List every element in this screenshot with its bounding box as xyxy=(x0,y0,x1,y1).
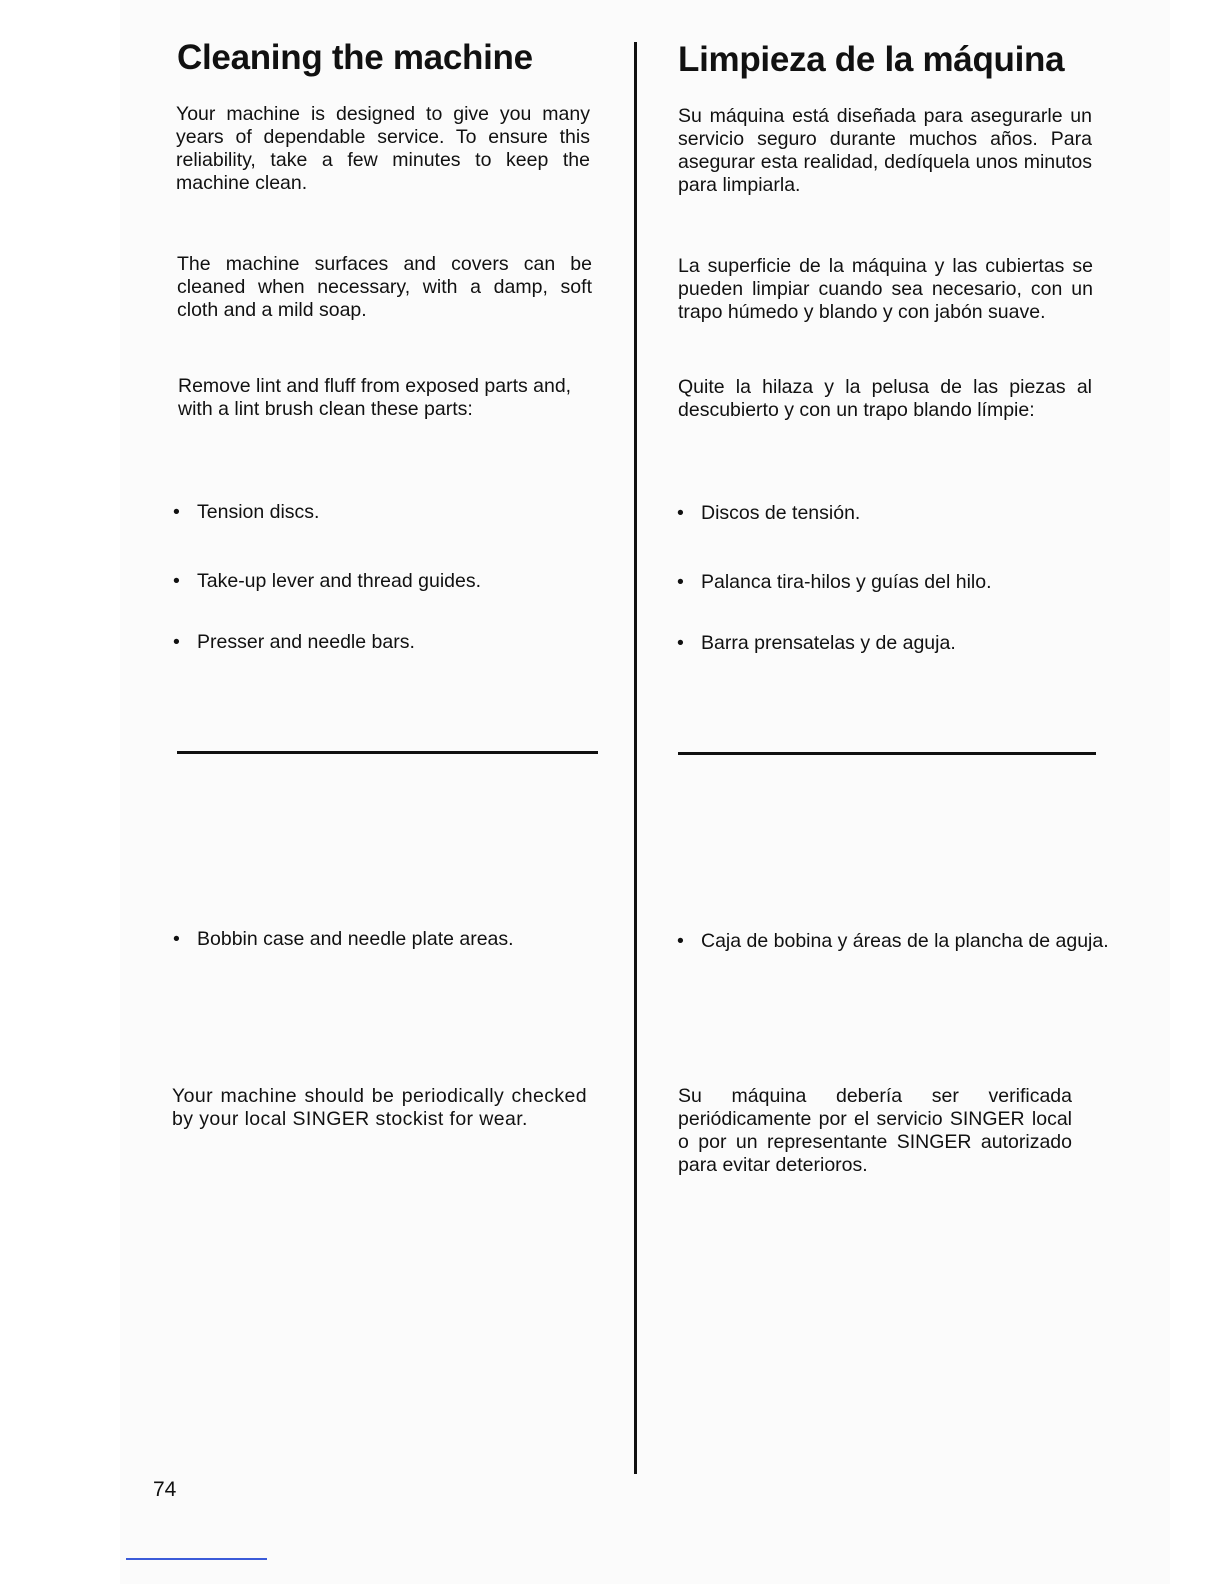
spanish-check-paragraph: Su máquina debería ser verificada periódicamente por el servicio SINGER local o por un representante SINGER autorizado para evitar deterioros. xyxy=(678,1085,1072,1176)
spanish-intro-paragraph: Su máquina está diseñada para asegurarle un servicio seguro durante muchos años. Para asegurar esta realidad, dedíquela unos minutos para limpiarla. xyxy=(678,105,1092,196)
column-divider xyxy=(634,42,637,1474)
english-surfaces-paragraph: The machine surfaces and covers can be cleaned when necessary, with a damp, soft cloth and a mild soap. xyxy=(177,253,592,321)
spanish-bullet-text: Discos de tensión. xyxy=(701,502,861,524)
spanish-bullet-item xyxy=(677,571,1121,594)
spanish-section-rule xyxy=(678,752,1096,755)
spanish-bullet-text: Caja de bobina y áreas de la plancha de aguja. xyxy=(701,930,1109,952)
bullet-dot: • xyxy=(677,571,684,593)
spanish-bobbin-bullet xyxy=(677,930,1121,953)
bullet-dot: • xyxy=(173,501,180,523)
english-bullet-item xyxy=(173,570,617,593)
spanish-surfaces-paragraph: La superficie de la máquina y las cubiertas se pueden limpiar cuando sea necesario, con un trapo húmedo y blando y con jabón suave. xyxy=(678,255,1093,323)
spanish-bullet-text: Barra prensatelas y de aguja. xyxy=(701,632,956,654)
english-bullet-item xyxy=(173,631,617,654)
spanish-bullet-text: Palanca tira-hilos y guías del hilo. xyxy=(701,571,992,593)
english-bullet-text: Presser and needle bars. xyxy=(197,631,415,653)
spanish-bullet-item xyxy=(677,632,1121,655)
english-remove-paragraph: Remove lint and fluff from exposed parts and, with a lint brush clean these parts: xyxy=(178,375,572,420)
english-bullet-text: Tension discs. xyxy=(197,501,320,523)
bullet-dot: • xyxy=(173,631,180,653)
spanish-title: Limpieza de la máquina xyxy=(678,40,1065,79)
bullet-dot: • xyxy=(173,928,180,950)
bullet-dot: • xyxy=(677,930,684,952)
english-intro-paragraph: Your machine is designed to give you many years of dependable service. To ensure this reliability, take a few minutes to keep the machine clean. xyxy=(176,103,590,194)
english-bullet-text: Bobbin case and needle plate areas. xyxy=(197,928,514,950)
english-bullet-item xyxy=(173,501,617,524)
english-bobbin-bullet xyxy=(173,928,617,951)
page-background xyxy=(120,0,1170,1584)
bullet-dot: • xyxy=(677,632,684,654)
english-bullet-text: Take-up lever and thread guides. xyxy=(197,570,482,592)
bullet-dot: • xyxy=(173,570,180,592)
english-check-paragraph: Your machine should be periodically checked by your local SINGER stockist for wear. xyxy=(172,1085,587,1130)
spanish-remove-paragraph: Quite la hilaza y la pelusa de las piezas al descubierto y con un trapo blando límpie: xyxy=(678,376,1092,421)
page-number: 74 xyxy=(153,1478,177,1501)
bottom-edge-mark xyxy=(126,1558,267,1560)
english-section-rule xyxy=(177,751,598,754)
spanish-bullet-item xyxy=(677,502,1121,525)
bullet-dot: • xyxy=(677,502,684,524)
english-title: Cleaning the machine xyxy=(177,38,533,77)
